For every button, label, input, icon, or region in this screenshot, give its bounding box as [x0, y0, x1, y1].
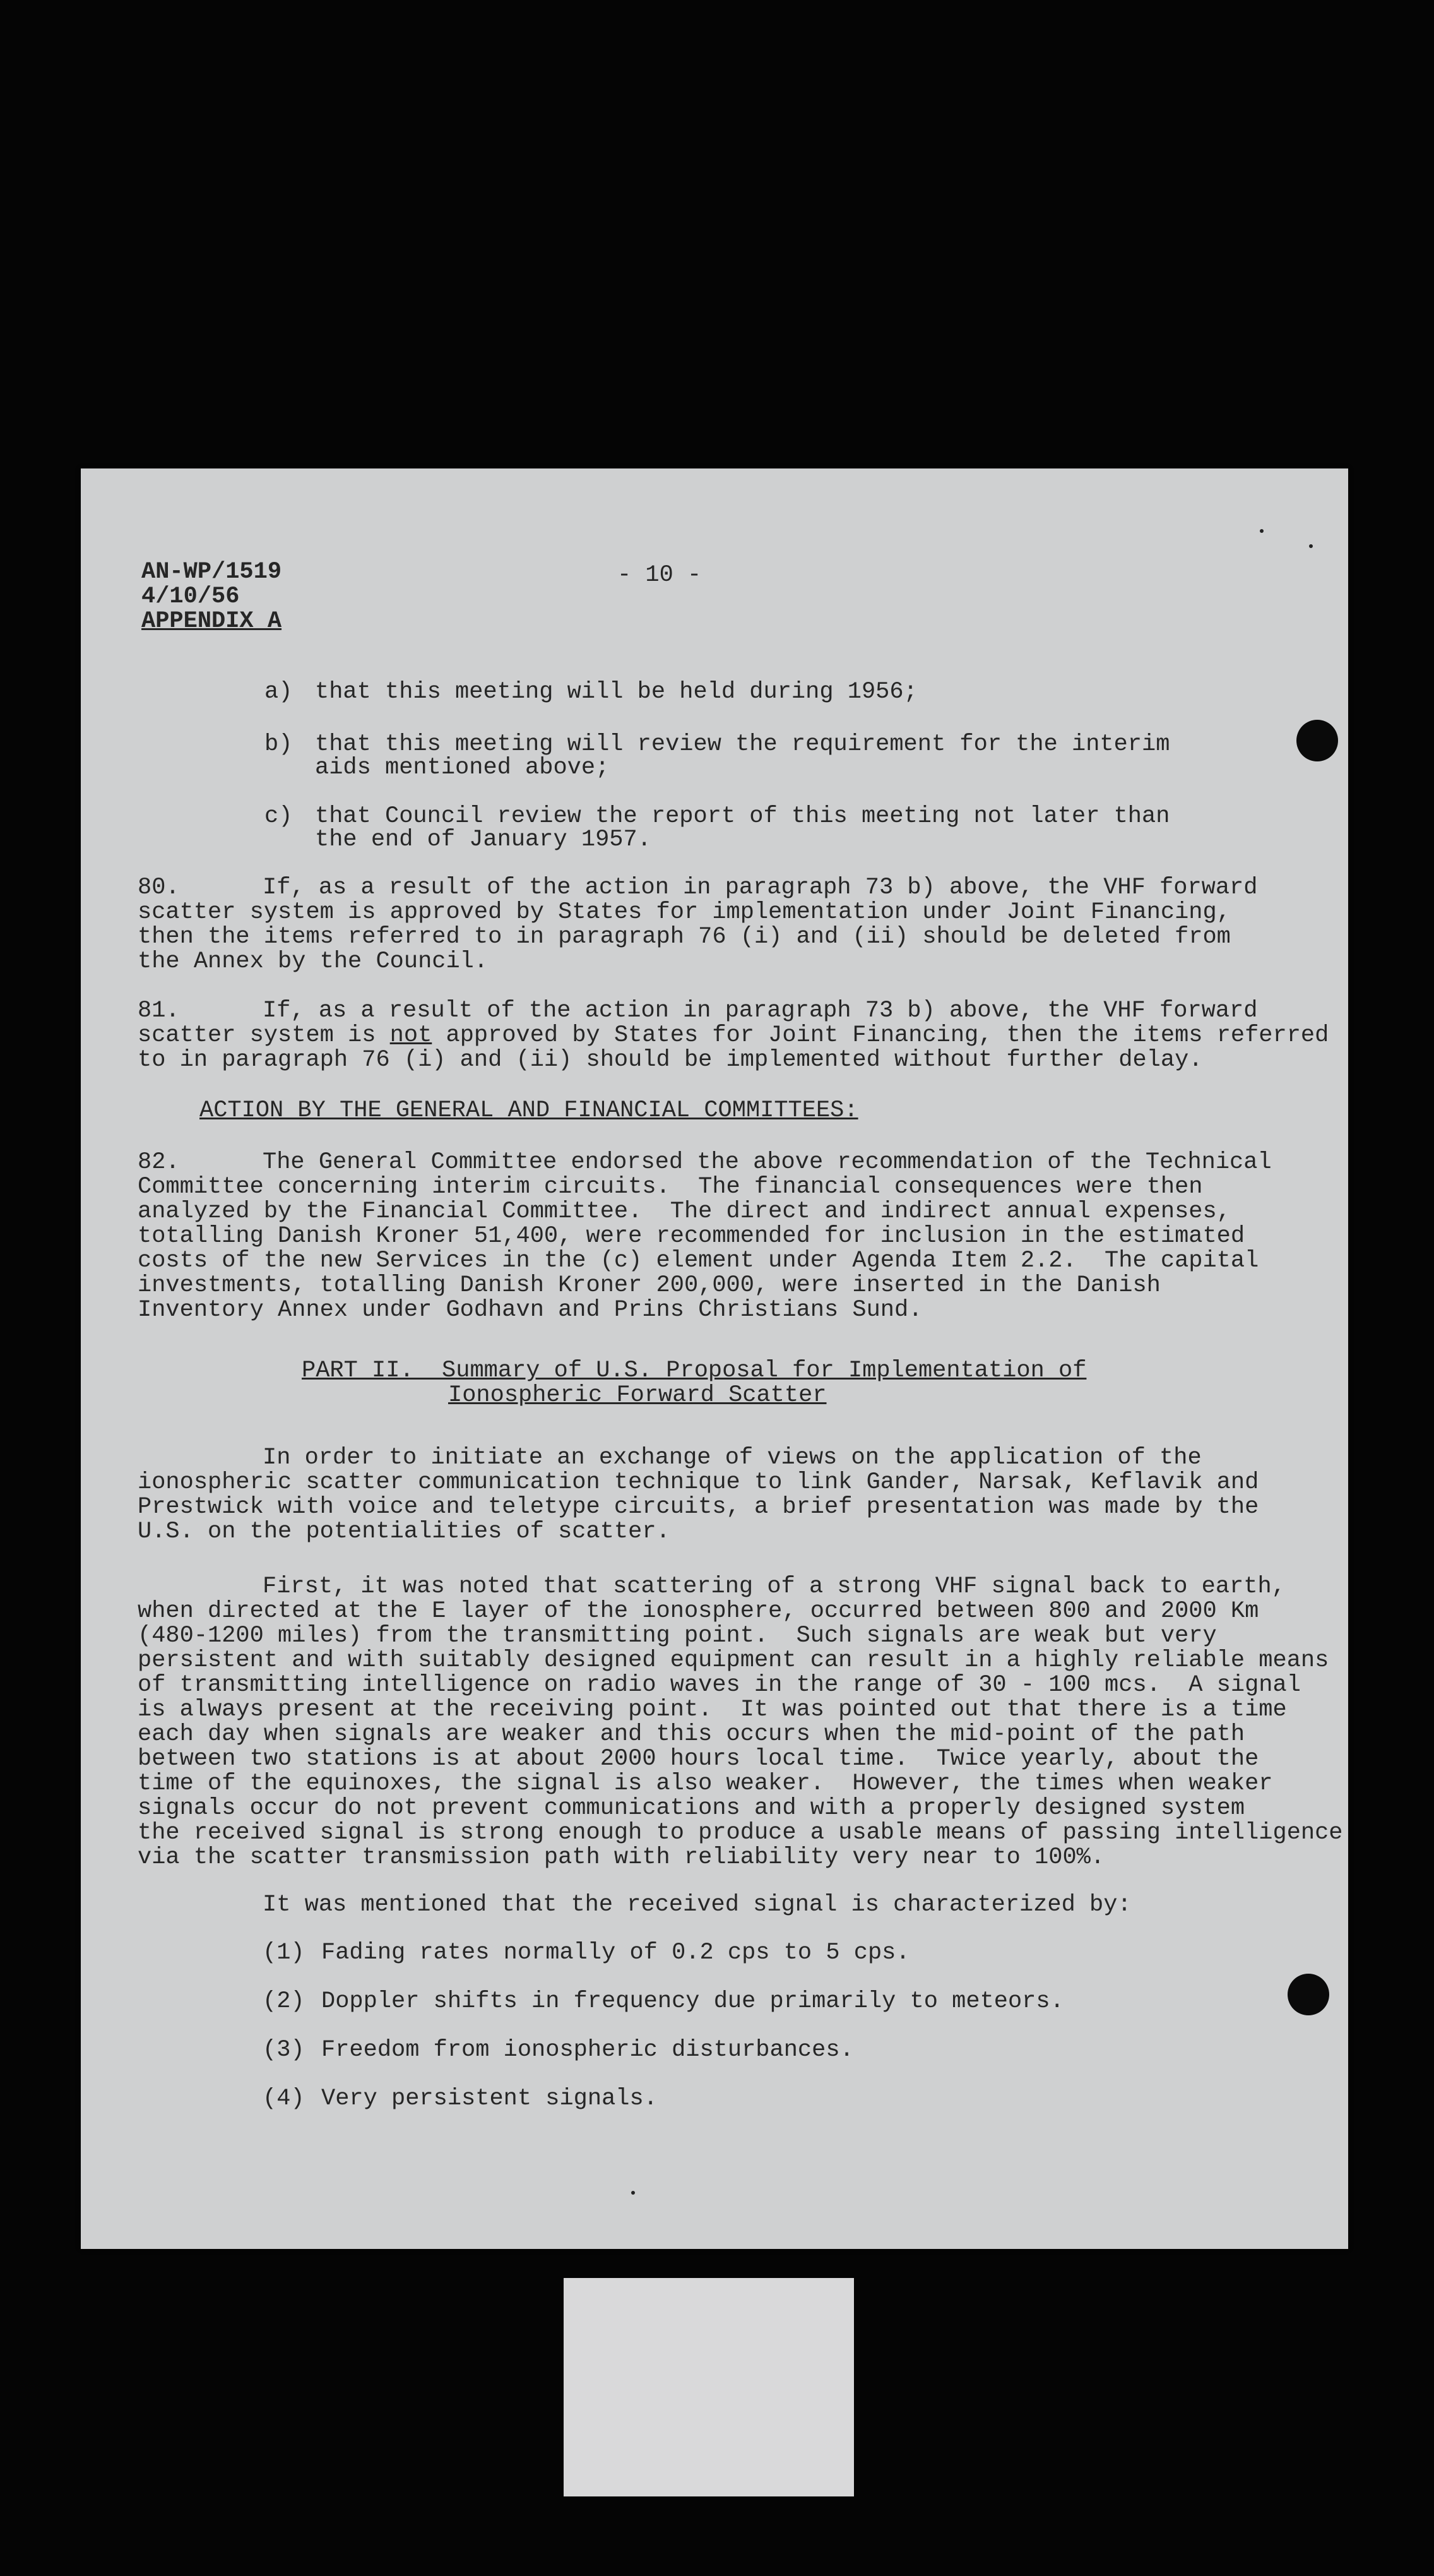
- para-81-line: to in paragraph 76 (i) and (ii) should be implemented without further delay.: [138, 1047, 1203, 1073]
- characteristic-text: Very persistent signals.: [321, 2085, 658, 2112]
- item-c-line: that Council review the report of this meeting not later than: [315, 803, 1170, 830]
- speck: [1260, 529, 1264, 533]
- first-para-line: persistent and with suitably designed equipment can result in a highly reliable means: [138, 1647, 1329, 1674]
- first-para-line: is always present at the receiving point. It was pointed out that there is a time: [138, 1696, 1287, 1723]
- speck: [1309, 544, 1313, 548]
- item-a-line: that this meeting will be held during 1956;: [315, 679, 918, 705]
- para-81-emphasis: not: [389, 1022, 432, 1049]
- punch-hole: [1288, 1974, 1329, 2015]
- first-para-line: the received signal is strong enough to produce a usable means of passing intelligence: [138, 1820, 1343, 1846]
- para-82-number: 82.: [138, 1149, 180, 1176]
- first-para-line: First, it was noted that scattering of a strong VHF signal back to earth,: [263, 1573, 1286, 1600]
- para-81-line2-start: scatter system is: [138, 1022, 390, 1049]
- first-para-line: each day when signals are weaker and this occurs when the mid-point of the path: [138, 1721, 1245, 1748]
- characteristic-text: Freedom from ionospheric disturbances.: [321, 2037, 854, 2063]
- first-para-line: via the scatter transmission path with reliability very near to 100%.: [138, 1844, 1105, 1871]
- action-heading: ACTION BY THE GENERAL AND FINANCIAL COMMITTEES:: [199, 1097, 858, 1124]
- characteristic-label: (3): [263, 2037, 305, 2063]
- punch-hole: [1296, 720, 1338, 761]
- para-82-line: Committee concerning interim circuits. The financial consequences were then: [138, 1174, 1203, 1200]
- intro-line: Prestwick with voice and teletype circuits, a brief presentation was made by the: [138, 1494, 1259, 1520]
- first-para-line: signals occur do not prevent communications and with a properly designed system: [138, 1795, 1245, 1822]
- para-80-line: scatter system is approved by States for implementation under Joint Financing,: [138, 899, 1231, 926]
- characteristic-text: Fading rates normally of 0.2 cps to 5 cps.: [321, 1940, 910, 1966]
- intro-line: In order to initiate an exchange of views on the application of the: [263, 1445, 1202, 1471]
- item-b-line: aids mentioned above;: [315, 754, 610, 781]
- doc-date: 4/10/56: [141, 583, 240, 610]
- characteristic-text: Doppler shifts in frequency due primarily to meteors.: [321, 1988, 1064, 2015]
- para-80-line: If, as a result of the action in paragraph 73 b) above, the VHF forward: [263, 874, 1258, 901]
- para-81-line2-end: approved by States for Joint Financing, then the items referred: [432, 1022, 1329, 1049]
- para-80-line: then the items referred to in paragraph 76 (i) and (ii) should be deleted from: [138, 924, 1231, 950]
- document-page: [81, 468, 1348, 2249]
- para-80-line: the Annex by the Council.: [138, 948, 489, 975]
- item-a-label: a): [264, 679, 293, 705]
- para-82-line: investments, totalling Danish Kroner 200,000, were inserted in the Danish: [138, 1272, 1161, 1299]
- first-para-line: of transmitting intelligence on radio waves in the range of 30 - 100 mcs. A signal: [138, 1672, 1301, 1698]
- para-81-line: [138, 1023, 1329, 1048]
- para-82-line: costs of the new Services in the (c) element under Agenda Item 2.2. The capital: [138, 1248, 1259, 1274]
- characteristic-label: (2): [263, 1988, 305, 2015]
- speck: [631, 2191, 635, 2195]
- intro-line: U.S. on the potentialities of scatter.: [138, 1518, 670, 1545]
- first-para-line: time of the equinoxes, the signal is also weaker. However, the times when weaker: [138, 1770, 1273, 1797]
- first-para-line: when directed at the E layer of the ionosphere, occurred between 800 and 2000 Km: [138, 1598, 1259, 1625]
- characteristic-label: (1): [263, 1940, 305, 1966]
- part-2-heading: PART II. Summary of U.S. Proposal for Implementation of: [302, 1357, 1087, 1384]
- intro-line: ionospheric scatter communication technique to link Gander, Narsak, Keflavik and: [138, 1469, 1259, 1496]
- item-c-label: c): [264, 803, 293, 830]
- characterized-intro: It was mentioned that the received signal is characterized by:: [263, 1892, 1132, 1918]
- para-82-line: The General Committee endorsed the above recommendation of the Technical: [263, 1149, 1272, 1176]
- para-81-number: 81.: [138, 998, 180, 1024]
- page-number: - 10 -: [617, 562, 702, 588]
- first-para-line: (480-1200 miles) from the transmitting point. Such signals are weak but very: [138, 1623, 1217, 1649]
- item-c-line: the end of January 1957.: [315, 826, 651, 853]
- para-81-line: If, as a result of the action in paragraph 73 b) above, the VHF forward: [263, 998, 1258, 1024]
- para-80-number: 80.: [138, 874, 180, 901]
- first-para-line: between two stations is at about 2000 hours local time. Twice yearly, about the: [138, 1746, 1259, 1772]
- para-82-line: analyzed by the Financial Committee. The direct and indirect annual expenses,: [138, 1198, 1231, 1225]
- item-b-line: that this meeting will review the requirement for the interim: [315, 731, 1170, 758]
- item-b-label: b): [264, 731, 293, 758]
- doc-number: AN-WP/1519: [141, 559, 282, 585]
- para-82-line: totalling Danish Kroner 51,400, were recommended for inclusion in the estimated: [138, 1223, 1245, 1249]
- blank-slip: [564, 2278, 854, 2496]
- characteristic-label: (4): [263, 2085, 305, 2112]
- appendix-label: APPENDIX A: [141, 608, 282, 635]
- part-2-heading-line2: Ionospheric Forward Scatter: [448, 1382, 827, 1409]
- para-82-line: Inventory Annex under Godhavn and Prins Christians Sund.: [138, 1297, 923, 1323]
